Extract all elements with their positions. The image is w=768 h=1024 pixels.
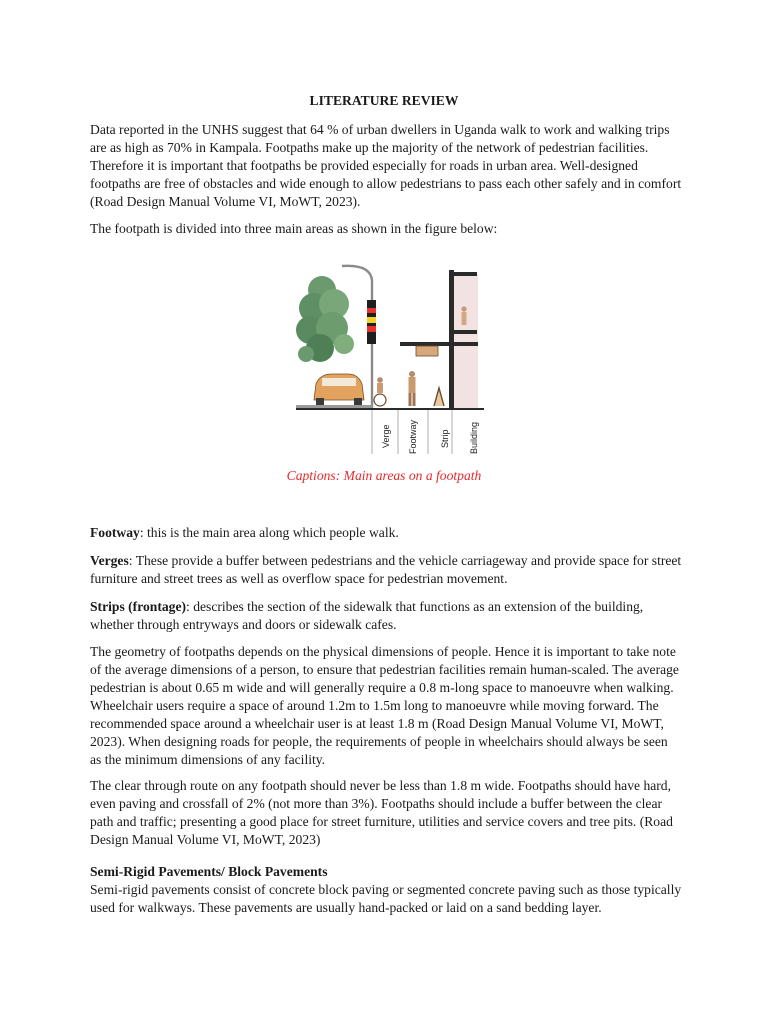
shop-sign [416, 346, 438, 356]
car-icon [314, 374, 364, 406]
definition-text: : this is the main area along which people walk. [139, 525, 399, 540]
street-tree-icon [296, 276, 354, 362]
building-wall [452, 274, 478, 408]
definition-text: : These provide a buffer between pedestrians and the vehicle carriageway and provide space for street furniture and street trees as well as overflow space for pedestrian movement. [90, 553, 682, 586]
definition-term: Verges [90, 553, 129, 568]
definition-verges [90, 552, 682, 588]
figure-intro-paragraph: The footpath is divided into three main areas as shown in the figure below: [90, 221, 498, 236]
intro-paragraph: Data reported in the UNHS suggest that 64 % of urban dwellers in Uganda walk to work and walking trips are as high as 70% in Kampala. Footpaths make up the majority of the network of pedestrian facilities. Therefore it is important that footpaths be provided especially for roads in urban area. Well-designed footpaths are free of obstacles and wide enough to allow pedestrians to pass each other safely and in comfort (Road Design Manual Volume VI, MoWT, 2023). [90, 122, 682, 209]
ground-line [296, 408, 484, 410]
definition-footway [90, 524, 682, 542]
building-ledge-top [449, 272, 477, 276]
sandwich-board-icon [434, 388, 444, 406]
section-paragraph: Semi-rigid pavements consist of concrete block paving or segmented concrete paving such as those typically used for walkways. These pavements are usually hand-packed or laid on a sand bedding layer. [90, 882, 682, 915]
semi-rigid-section [90, 863, 682, 917]
wheelchair-user-icon [374, 377, 386, 406]
definition-term: Footway [90, 525, 140, 540]
geometry-paragraph: The geometry of footpaths depends on the physical dimensions of people. Hence it is important to take note of the average dimensions of a person, to ensure that pedestrian facilities remain human-scaled. The average pedestrian is about 0.65 m wide and will generally require a 0.8 m-long space to manoeuvre when walking. Wheelchair users require a space of around 1.2m to 1.5m long to manoeuvre while moving forward. The recommended space around a wheelchair user is at least 1.8 m (Road Design Manual Volume VI, MoWT, 2023). When designing roads for people, the requirements of people in wheelchairs should always be seen as the minimum dimensions of any facility. [90, 644, 679, 767]
zone-label-building: Building [469, 421, 479, 454]
footpath-cross-section-figure [292, 262, 492, 458]
zone-label-verge: Verge [381, 424, 391, 448]
clear-route-paragraph: The clear through route on any footpath should never be less than 1.8 m wide. Footpaths should have hard, even paving and crossfall of 2% (not more than 3%). Footpaths should include a buffer between the clear path and traffic; presenting a good place for street furniture, utilities and service covers and tree pits. (Road Design Manual Volume VI, MoWT, 2023) [90, 778, 673, 847]
definition-term: Strips (frontage) [90, 599, 187, 614]
zone-label-strip: Strip [440, 429, 450, 448]
pedestrian-icon [409, 371, 416, 406]
section-heading: Semi-Rigid Pavements/ Block Pavements [90, 864, 328, 879]
zone-label-footway: Footway [408, 419, 418, 454]
balcony-person-icon [461, 306, 466, 325]
definition-text: : describes the section of the sidewalk that functions as an extension of the building, whether through entryways and doors or sidewalk cafes. [90, 599, 644, 632]
road-surface [296, 405, 372, 408]
page-title: LITERATURE REVIEW [309, 93, 459, 108]
building-edge [449, 270, 454, 408]
building-ledge-mid [449, 330, 477, 334]
building-awning [400, 342, 478, 346]
figure-caption: Captions: Main areas on a footpath [286, 468, 482, 483]
definition-strips [90, 598, 682, 634]
